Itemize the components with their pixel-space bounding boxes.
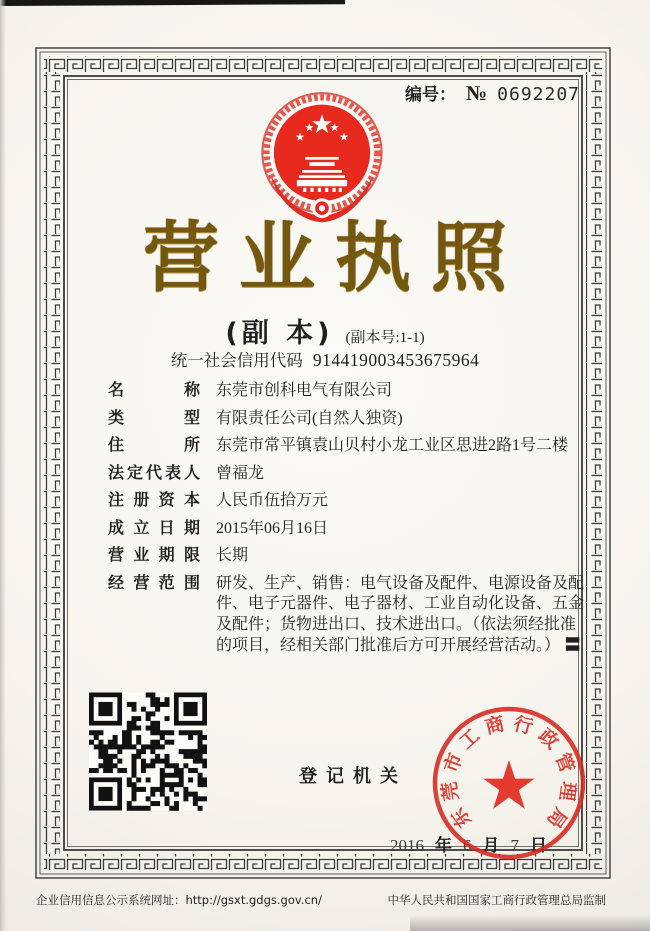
scan-artifact-top <box>0 0 345 6</box>
field-row <box>108 436 590 457</box>
scan-artifact-left <box>0 0 6 931</box>
footer-publicity-url: 企业信用信息公示系统网址：http://gsxt.gdgs.gov.cn/ <box>36 893 322 907</box>
registration-authority-label: 登记机关 <box>299 766 407 787</box>
seal-star-icon <box>483 760 534 809</box>
field-value: 研发、生产、销售：电气设备及配件、电源设备及配件、电子元器件、电子器材、工业自动化设备、五金及配件；货物进出口、技术进出口。（依法须经批准的项目，经相关部门批准后方可开展经营活动。） 〓 <box>216 574 585 654</box>
field-row <box>108 491 590 512</box>
field-label: 营 业 期 限 <box>108 545 200 564</box>
field-label: 法 定 代 表 人 <box>108 462 200 482</box>
credit-code-value: 914419003453675964 <box>312 350 480 370</box>
field-row <box>108 409 590 430</box>
field-row <box>108 464 590 485</box>
issue-year: 2016 <box>390 836 424 855</box>
field-value: 东莞市常平镇袁山贝村小龙工业区思进2路1号二楼 <box>216 437 569 454</box>
numero-sign: № <box>466 81 488 105</box>
issue-month: 6 <box>463 836 472 855</box>
issue-month-unit: 月 <box>482 836 500 856</box>
field-label: 经 营 范 围 <box>108 572 200 592</box>
field-row <box>108 519 590 540</box>
footer-issuer: 中华人民共和国国家工商行政管理总局监制 <box>387 893 606 907</box>
field-row <box>108 381 590 402</box>
svg-text:管: 管 <box>550 750 579 776</box>
license-title: 营业执照 <box>143 213 527 302</box>
svg-text:市: 市 <box>439 750 468 776</box>
field-value: 曾福龙 <box>216 464 265 482</box>
field-row <box>108 574 590 657</box>
credit-code-label: 统一社会信用代码 <box>170 351 303 370</box>
field-label: 类 型 <box>108 407 200 427</box>
issue-year-unit: 年 <box>435 836 452 856</box>
field-label: 注 册 资 本 <box>108 490 200 509</box>
field-value: 有限责任公司(自然人独资) <box>216 409 403 427</box>
qr-code <box>89 692 207 811</box>
svg-text:莞: 莞 <box>438 780 463 803</box>
svg-text:东: 东 <box>446 803 476 832</box>
field-row <box>108 546 590 567</box>
svg-text:理: 理 <box>555 780 580 803</box>
issue-day-unit: 日 <box>530 836 547 856</box>
serial-number-line <box>405 80 580 106</box>
field-label: 成 立 日 期 <box>108 517 200 537</box>
svg-text:政: 政 <box>534 724 563 754</box>
svg-text:局: 局 <box>542 803 572 832</box>
field-value: 长期 <box>216 547 249 564</box>
svg-text:工: 工 <box>455 724 484 754</box>
credit-code-line <box>0 347 650 371</box>
field-value: 2015年06月16日 <box>216 519 329 537</box>
copy-number: (副本号:1-1) <box>345 330 425 346</box>
license-fields <box>108 381 590 664</box>
serial-number: 0692207 <box>497 84 580 105</box>
serial-label: 编号： <box>405 85 457 105</box>
copy-label: (副 本) <box>225 318 334 349</box>
subtitle-line <box>0 311 650 350</box>
svg-text:行: 行 <box>511 712 536 739</box>
field-label: 住 所 <box>108 435 200 454</box>
scan-artifact-bottom <box>410 915 650 931</box>
china-national-emblem-icon <box>258 90 386 226</box>
issue-day: 7 <box>510 836 519 855</box>
field-value: 人民币伍拾万元 <box>216 492 329 509</box>
svg-text:商: 商 <box>482 712 507 739</box>
field-label: 名 称 <box>108 380 200 399</box>
field-value: 东莞市创科电气有限公司 <box>216 382 393 399</box>
official-seal <box>429 703 589 863</box>
